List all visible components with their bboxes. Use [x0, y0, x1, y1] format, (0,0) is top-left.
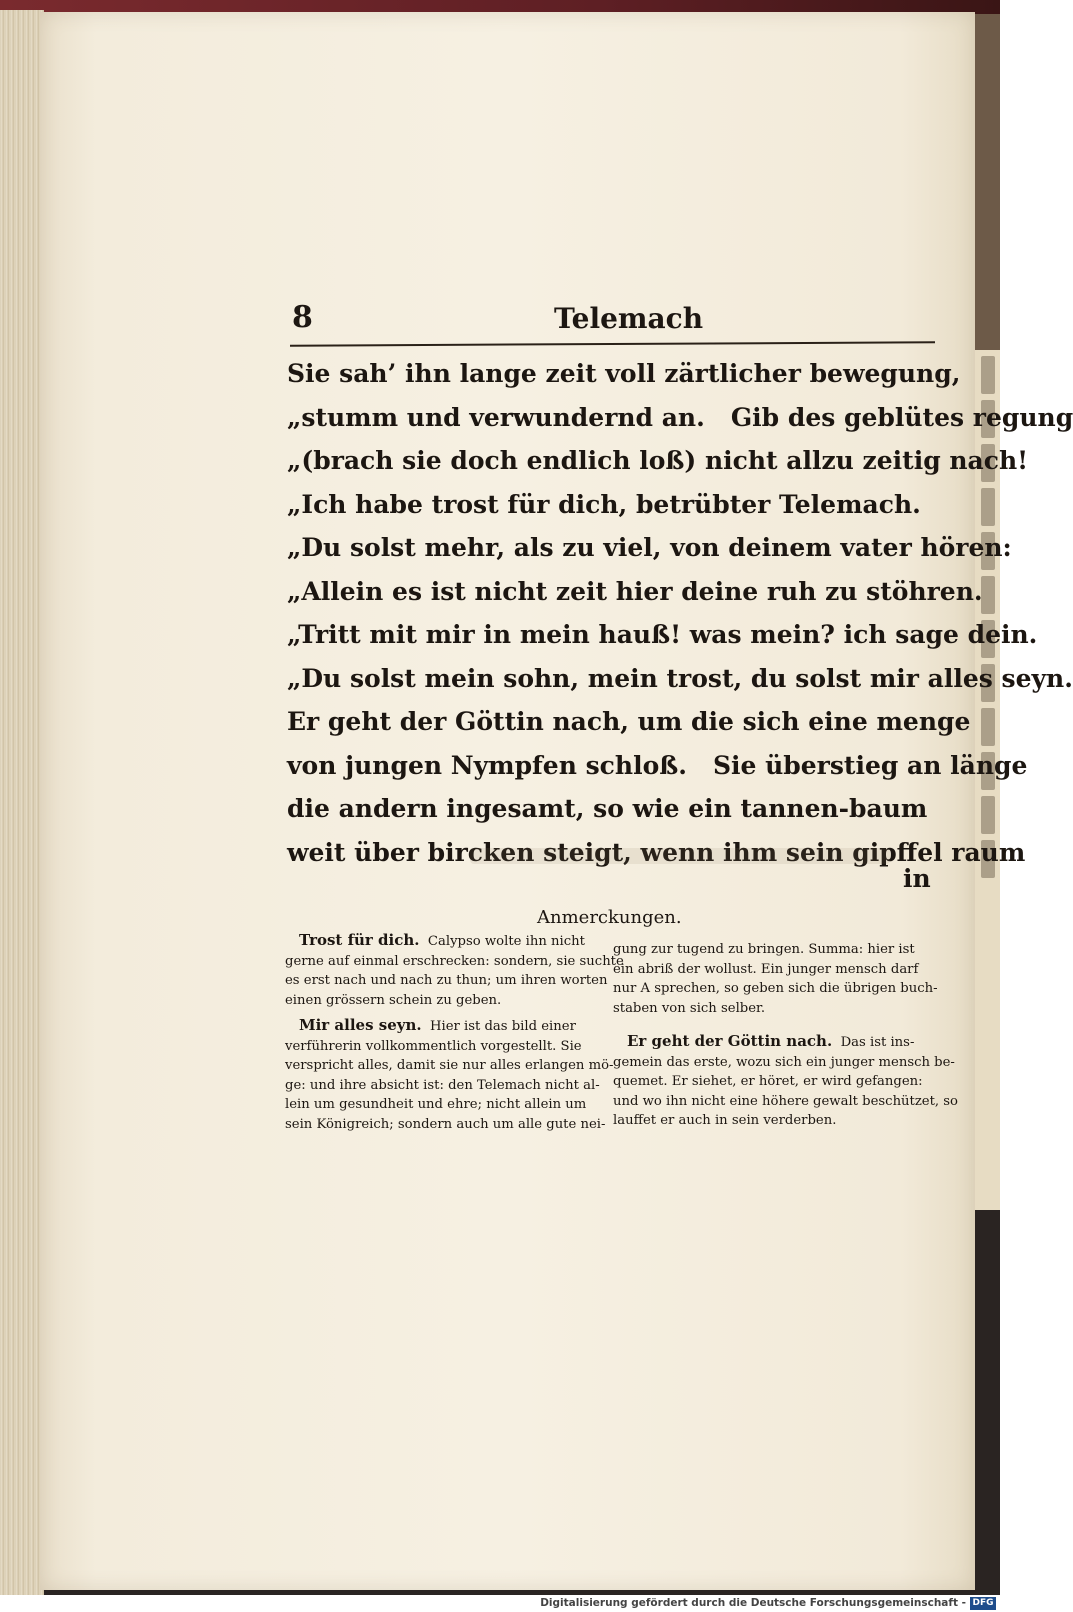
notes-column-left	[285, 931, 624, 1140]
notes-heading: Anmerckungen.	[537, 907, 682, 928]
annotation: Mir alles seyn. Hier ist das bild einer verführerin vollkommentlich vorgestellt. Sie verspricht alles, damit sie nur alles erlangen mö- ge: und ihre absicht ist: den Telemach nicht al- lein um gesundheit und ehre; nicht allein um sein Königreich; sondern auch um alle gute nei-	[285, 1016, 614, 1132]
running-title: Telemach	[554, 302, 704, 335]
page-number: 8	[292, 300, 313, 335]
annotation: Er geht der Göttin nach. Das ist ins- gemein das erste, wozu sich ein junger mensch be- quemet. Er siehet, er höret, er wird gefangen: und wo ihn nicht eine höhere gewalt beschützet, so lauffet er auch in sein verderben.	[613, 1032, 958, 1128]
annotation: Trost für dich. Calypso wolte ihn nicht gerne auf einmal erschrecken: sondern, sie suchte es erst nach und nach zu thun; um ihren worten einen grössern schein zu geben.	[285, 931, 624, 1008]
verse-line: „stumm und verwundernd an. Gib des geblütes regung	[287, 402, 1073, 432]
verse-block	[287, 352, 1073, 874]
page-header	[292, 300, 937, 340]
verse-line: weit über bircken steigt, wenn ihm sein gipffel raum	[287, 837, 1026, 867]
verse-line: „(brach sie doch endlich loß) nicht allzu zeitig nach!	[287, 446, 1029, 475]
annotation-lemma: Mir alles seyn.	[299, 1016, 422, 1034]
annotation-lemma: Trost für dich.	[299, 931, 420, 949]
notes-column-right	[613, 940, 958, 1137]
ink-show-through	[470, 848, 890, 864]
verse-line: von jungen Nympfen schloß. Sie überstieg an länge	[287, 750, 1028, 780]
annotation-lemma: Er geht der Göttin nach.	[627, 1032, 833, 1050]
verse-line: „Ich habe trost für dich, betrübter Telemach.	[287, 489, 921, 519]
verse-line: „Du solst mehr, als zu viel, von deinem vater hören:	[287, 533, 1012, 562]
facing-page-edge	[975, 14, 1000, 350]
catchword: in	[903, 864, 931, 893]
facing-page-bleed	[975, 350, 1000, 1210]
page-stack-edge	[0, 10, 44, 1595]
verse-line: „Allein es ist nicht zeit hier deine ruh zu stöhren.	[287, 576, 983, 606]
verse-line: Er geht der Göttin nach, um die sich eine menge	[287, 707, 971, 736]
verse-line: „Tritt mit mir in mein hauß! was mein? ich sage dein.	[287, 620, 1038, 649]
verse-line: „Du solst mein sohn, mein trost, du solst mir alles seyn.	[287, 663, 1073, 693]
annotation: gung zur tugend zu bringen. Summa: hier ist ein abriß der wollust. Ein junger mensch darf nur A sprechen, so geben sich die übrigen buch- staben von sich selber.	[613, 942, 938, 1016]
verse-line: Sie sah’ ihn lange zeit voll zärtlicher bewegung,	[287, 359, 961, 388]
dfg-logo: DFG	[970, 1597, 996, 1610]
funding-credit: Digitalisierung gefördert durch die Deutsche Forschungsgemeinschaft -	[540, 1597, 966, 1609]
verse-line: die andern ingesamt, so wie ein tannen-baum	[287, 794, 928, 823]
